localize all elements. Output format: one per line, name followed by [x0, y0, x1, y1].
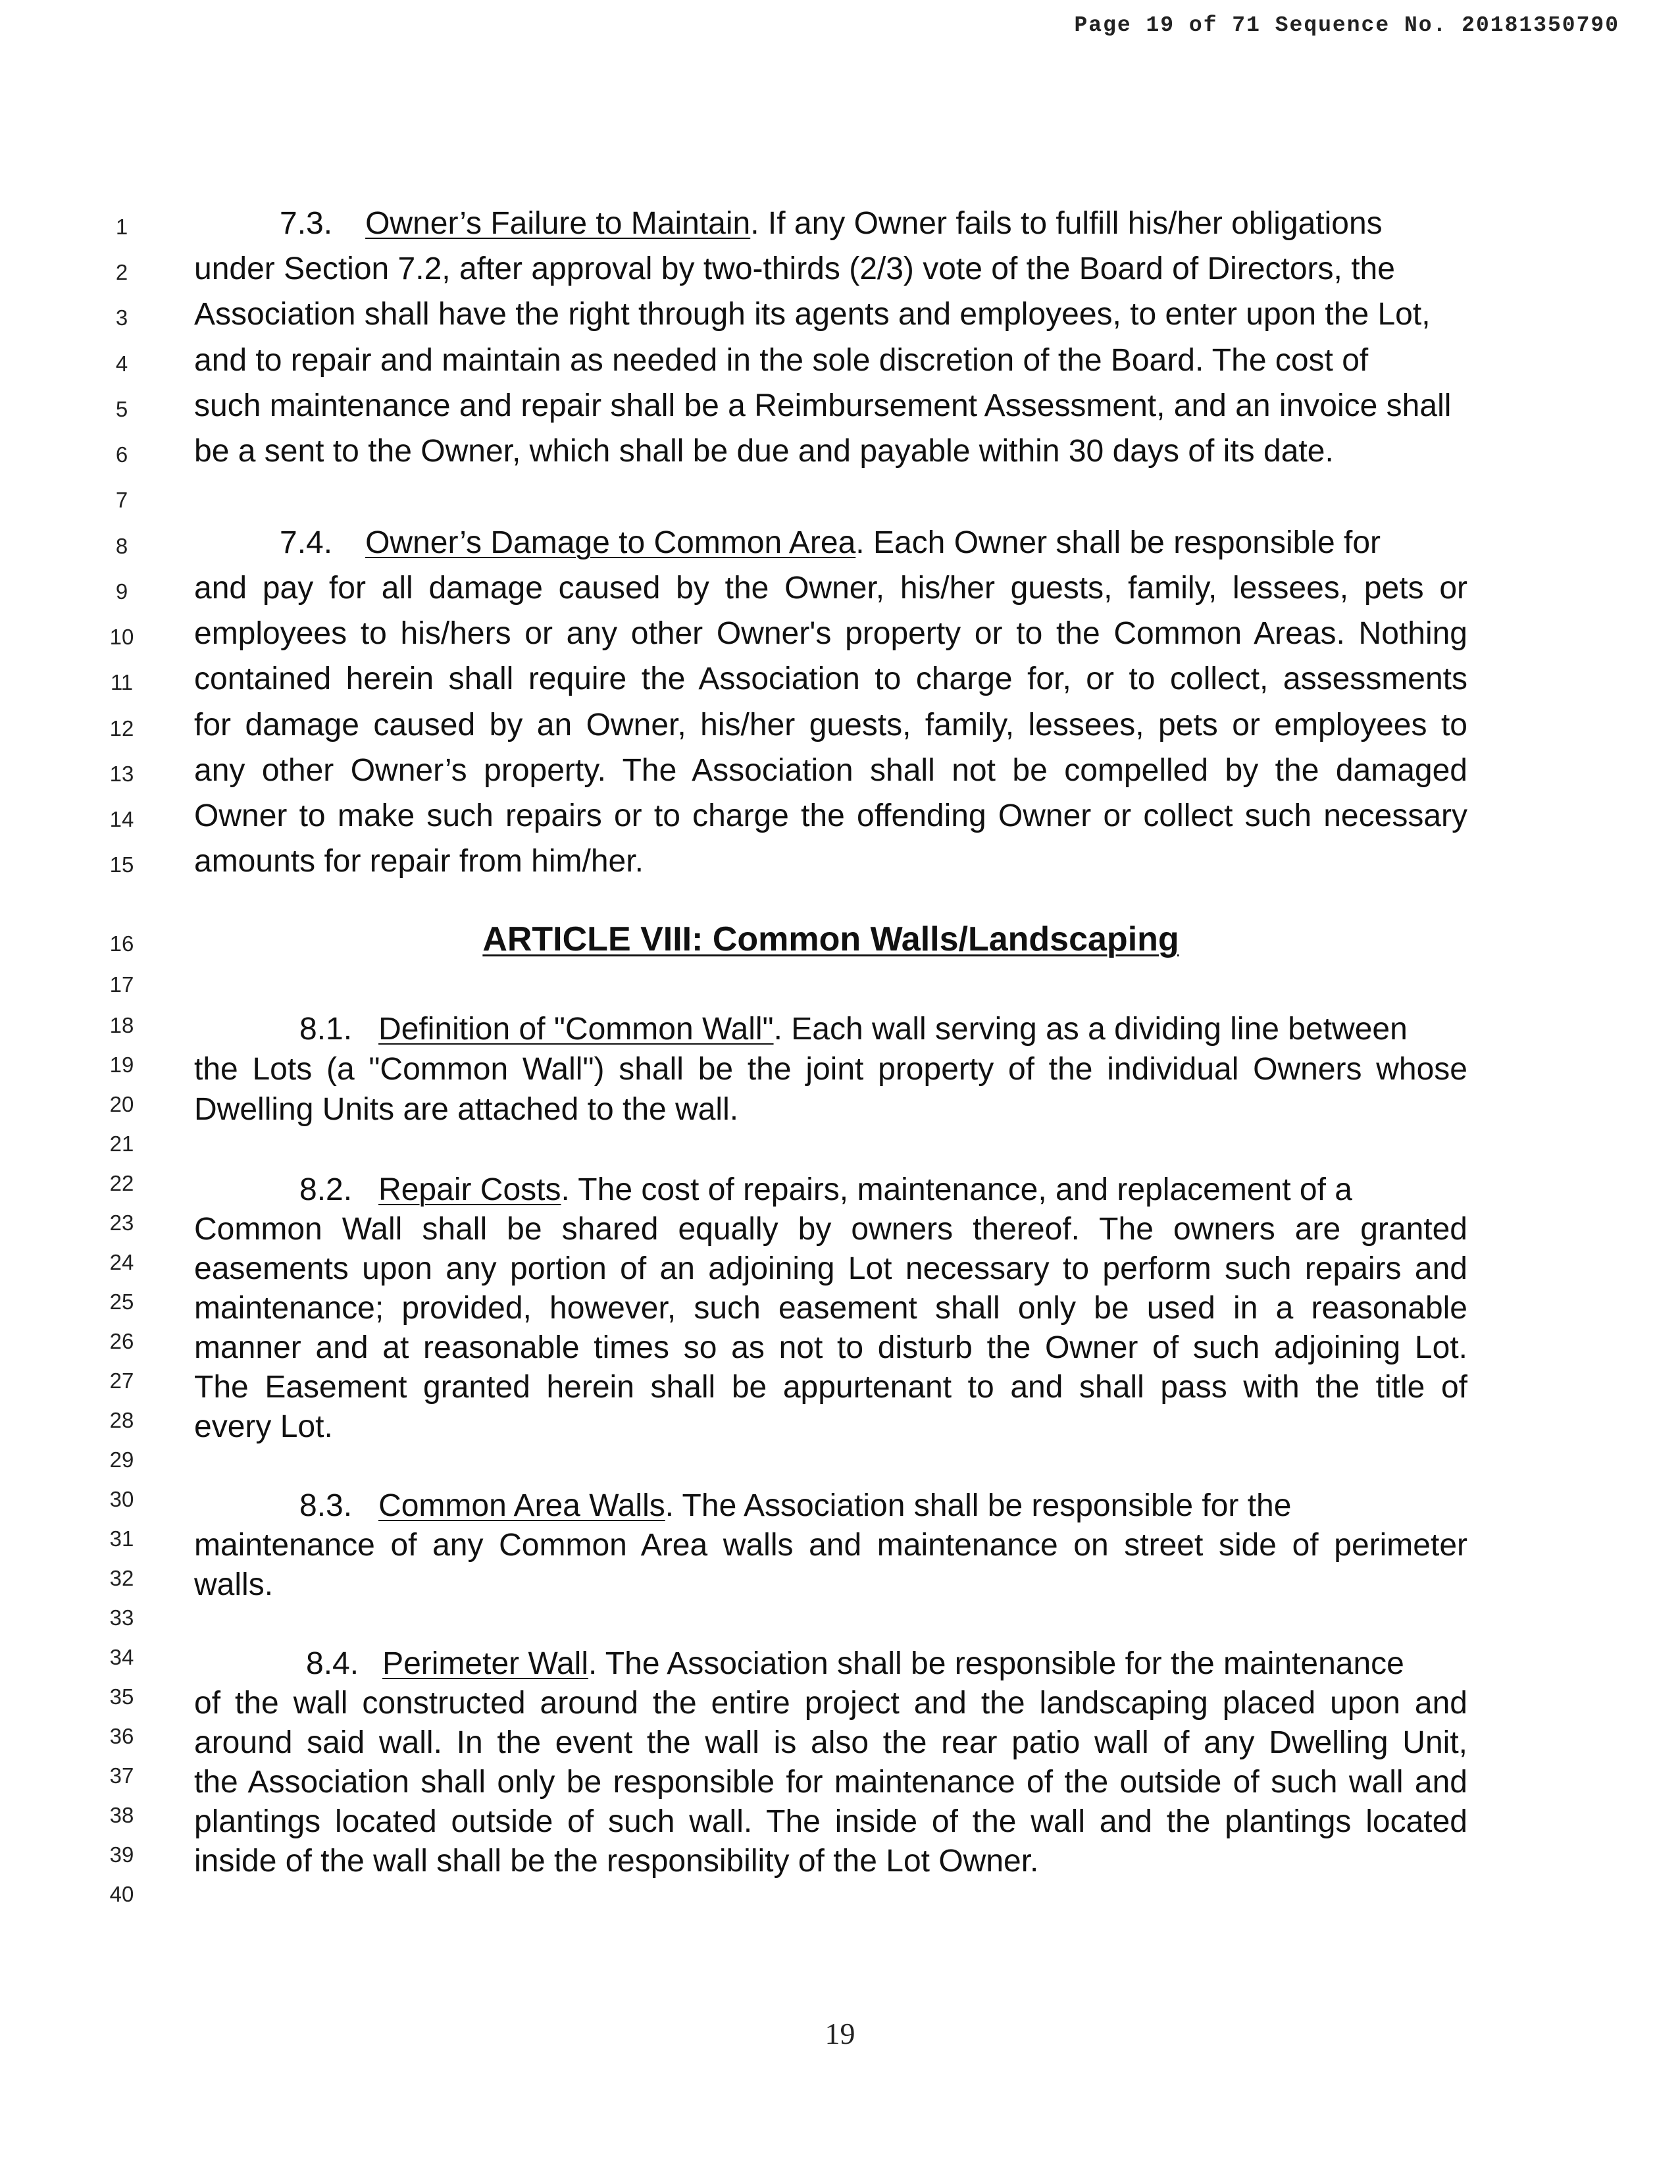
line-number: 9	[115, 579, 128, 604]
line-number: 17	[109, 972, 134, 997]
page-header: Page 19 of 71 Sequence No. 20181350790	[1074, 13, 1619, 38]
line-number: 29	[109, 1447, 134, 1472]
section-title: Common Area Walls	[378, 1488, 665, 1523]
text-line: Dwelling Units are attached to the wall.	[194, 1092, 739, 1127]
line-number: 37	[109, 1763, 134, 1788]
text-line: and to repair and maintain as needed in the sole discretion of the Board. The cost of	[194, 343, 1369, 378]
text-line: under Section 7.2, after approval by two-thirds (2/3) vote of the Board of Directors, the	[194, 251, 1395, 286]
section-first-line	[194, 207, 1467, 242]
section-text: . Each Owner shall be responsible for	[855, 525, 1381, 560]
text-line: such maintenance and repair shall be a Reimbursement Assessment, and an invoice shall	[194, 388, 1452, 423]
line-number: 24	[109, 1250, 134, 1274]
line-number: 26	[109, 1329, 134, 1353]
section-first-line	[194, 1173, 1467, 1208]
section-first-line	[194, 1647, 1467, 1682]
section-first-line	[194, 526, 1467, 561]
text-line: the Lots (a "Common Wall") shall be the joint property of the individual Owners whose	[194, 1052, 1467, 1087]
section-title: Owner’s Damage to Common Area	[365, 525, 856, 560]
line-number: 20	[109, 1092, 134, 1116]
line-number: 5	[115, 397, 128, 421]
line-number: 14	[109, 807, 134, 831]
section-text: . The cost of repairs, maintenance, and replacement of a	[561, 1172, 1352, 1207]
section-text: . The Association shall be responsible for the	[665, 1488, 1292, 1523]
text-line: maintenance of any Common Area walls and maintenance on street side of perimeter	[194, 1528, 1467, 1563]
text-line: plantings located outside of such wall. The inside of the wall and the plantings located	[194, 1804, 1467, 1839]
text-line: the Association shall only be responsible for maintenance of the outside of such wall and	[194, 1765, 1467, 1800]
line-number: 15	[109, 852, 134, 877]
line-number: 2	[115, 260, 128, 284]
article-heading: ARTICLE VIII: Common Walls/Landscaping	[482, 920, 1179, 958]
line-number: 8	[115, 534, 128, 558]
section-text: . Each wall serving as a dividing line between	[773, 1012, 1408, 1047]
text-line: Owner to make such repairs or to charge the offending Owner or collect such necessary	[194, 798, 1467, 833]
text-line: Common Wall shall be shared equally by owners thereof. The owners are granted	[194, 1212, 1467, 1247]
line-number: 13	[109, 762, 134, 786]
line-number: 27	[109, 1368, 134, 1393]
line-number: 31	[109, 1526, 134, 1551]
line-number: 35	[109, 1684, 134, 1709]
text-line: for damage caused by an Owner, his/her guests, family, lessees, pets or employees to	[194, 708, 1467, 742]
section-text: . The Association shall be responsible for the maintenance	[588, 1646, 1404, 1681]
line-number: 39	[109, 1842, 134, 1867]
text-line: Association shall have the right through its agents and employees, to enter upon the Lot,	[194, 297, 1431, 332]
text-line: amounts for repair from him/her.	[194, 844, 644, 879]
line-number: 28	[109, 1408, 134, 1432]
section-first-line	[194, 1489, 1467, 1524]
line-number: 36	[109, 1724, 134, 1748]
line-number: 4	[115, 351, 128, 376]
section-number: 8.3.	[299, 1488, 353, 1523]
text-line: be a sent to the Owner, which shall be due and payable within 30 days of its date.	[194, 434, 1334, 469]
text-line: contained herein shall require the Association to charge for, or to collect, assessments	[194, 662, 1467, 696]
line-number: 25	[109, 1289, 134, 1314]
section-number: 7.4.	[280, 525, 333, 560]
section-number: 8.4.	[306, 1646, 359, 1681]
text-line: any other Owner’s property. The Association shall not be compelled by the damaged	[194, 753, 1467, 788]
line-number: 3	[115, 305, 128, 330]
line-number: 23	[109, 1210, 134, 1235]
text-line: manner and at reasonable times so as not to disturb the Owner of such adjoining Lot.	[194, 1330, 1467, 1365]
line-number: 40	[109, 1882, 134, 1906]
text-line: around said wall. In the event the wall is also the rear patio wall of any Dwelling Unit,	[194, 1725, 1467, 1760]
text-line: maintenance; provided, however, such easement shall only be used in a reasonable	[194, 1291, 1467, 1326]
section-number: 7.3.	[280, 206, 333, 241]
line-number: 16	[109, 931, 134, 956]
line-number: 11	[110, 670, 134, 694]
line-number: 18	[109, 1013, 134, 1037]
text-line: and pay for all damage caused by the Owner, his/her guests, family, lessees, pets or	[194, 571, 1467, 606]
text-line: inside of the wall shall be the responsibility of the Lot Owner.	[194, 1844, 1039, 1879]
line-number: 10	[109, 625, 134, 649]
page-number: 19	[825, 2017, 855, 2050]
section-title: Definition of "Common Wall"	[378, 1012, 774, 1047]
section-first-line	[194, 1012, 1467, 1047]
section-title: Repair Costs	[378, 1172, 561, 1207]
line-number: 22	[109, 1171, 134, 1195]
line-number: 19	[109, 1053, 134, 1077]
line-number: 33	[109, 1605, 134, 1630]
section-title: Perimeter Wall	[382, 1646, 588, 1681]
section-number: 8.1.	[299, 1012, 353, 1047]
line-number: 30	[109, 1487, 134, 1511]
line-number: 21	[109, 1131, 134, 1156]
text-line: of the wall constructed around the entire project and the landscaping placed upon and	[194, 1686, 1467, 1721]
line-number: 1	[115, 215, 128, 239]
section-number: 8.2.	[299, 1172, 353, 1207]
section-title: Owner’s Failure to Maintain	[365, 206, 751, 241]
line-number: 32	[109, 1566, 134, 1590]
text-line: every Lot.	[194, 1409, 333, 1444]
text-line: The Easement granted herein shall be appurtenant to and shall pass with the title of	[194, 1370, 1467, 1405]
line-number: 12	[109, 716, 134, 741]
line-number: 6	[115, 442, 128, 467]
text-line: easements upon any portion of an adjoining Lot necessary to perform such repairs and	[194, 1251, 1467, 1286]
section-text: . If any Owner fails to fulfill his/her obligations	[750, 206, 1383, 241]
line-number: 38	[109, 1803, 134, 1827]
line-number: 34	[109, 1645, 134, 1669]
text-line: walls.	[194, 1567, 274, 1602]
text-line: employees to his/hers or any other Owner's property or to the Common Areas. Nothing	[194, 616, 1467, 651]
line-number: 7	[115, 488, 128, 512]
